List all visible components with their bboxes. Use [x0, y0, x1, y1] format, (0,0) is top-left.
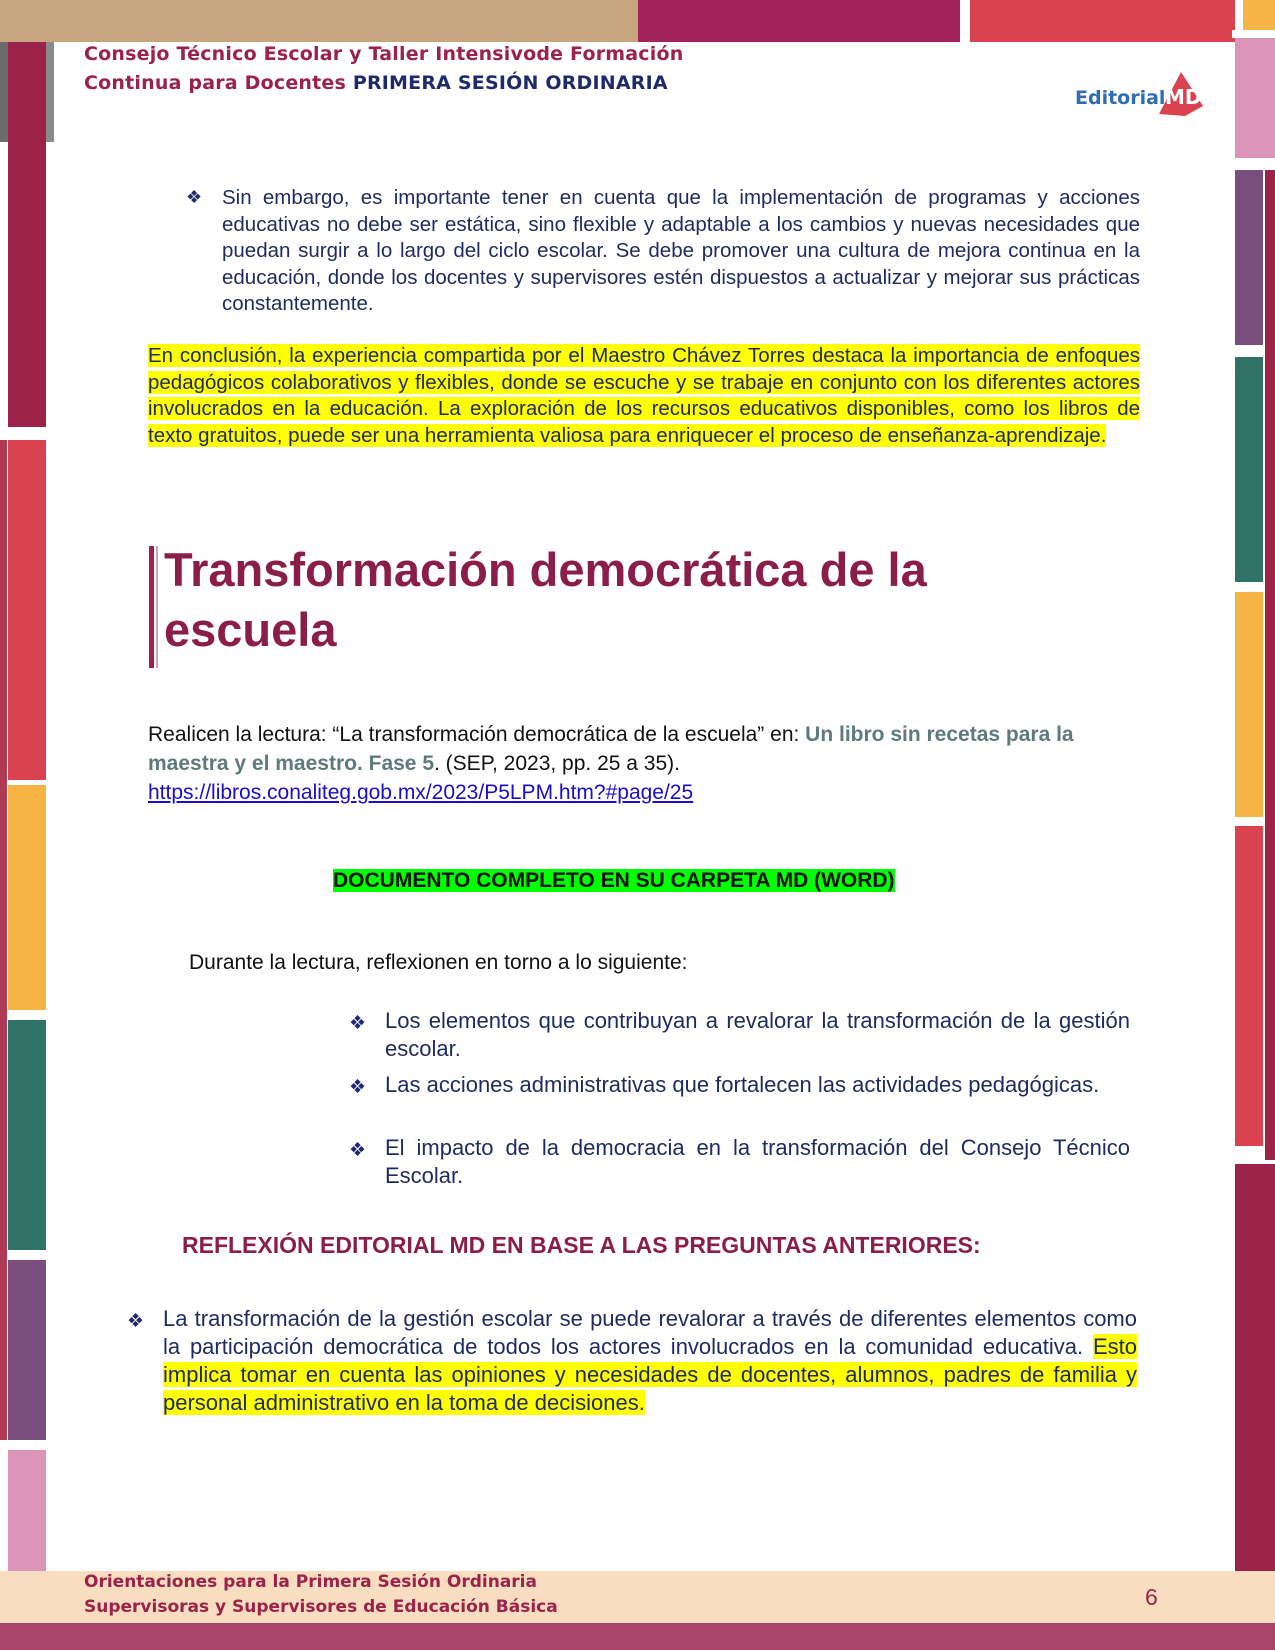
during-reading-label: Durante la lectura, reflexionen en torno a lo siguiente:	[189, 951, 688, 974]
header-subtitle: Continua para Docentes	[84, 72, 353, 94]
reading-suffix: . (SEP, 2023, pp. 25 a 35).	[434, 752, 680, 775]
reflection-paragraph	[163, 1305, 1137, 1417]
left-stripe-plum-1	[8, 42, 46, 427]
reflection-highlight: Esto implica tomar en cuenta las opiniones y necesidades de docentes, alumnos, padres de familia y personal administrativo en la toma de decisiones.	[163, 1334, 1137, 1415]
logo-mark-icon	[1155, 70, 1207, 118]
reflection-heading: REFLEXIÓN EDITORIAL MD EN BASE A LAS PREGUNTAS ANTERIORES:	[182, 1232, 981, 1258]
conclusion-paragraph	[148, 343, 1140, 449]
intro-bullet-text: Sin embargo, es importante tener en cuenta que la implementación de programas y acciones educativas no debe ser estática, sino flexible y adaptable a los cambios y nuevas necesidades que puedan surgir a lo largo del ciclo escolar. Se debe promover una cultura de mejora continua en la educación, donde los docentes y supervisores estén dispuestos a actualizar y mejorar sus prácticas constantemente.	[222, 186, 1140, 315]
right-stripe-teal	[1235, 357, 1263, 582]
top-stripe-gold	[1243, 0, 1275, 30]
left-stripe-orange	[8, 785, 46, 1010]
left-stripe-pink	[8, 1450, 46, 1572]
diamond-bullet-icon: ❖	[186, 187, 203, 207]
right-stripe-white	[1232, 30, 1275, 38]
question-item-3: El impacto de la democracia en la transformación del Consejo Técnico Escolar.	[385, 1135, 1130, 1188]
book-reference: Un libro sin recetas para la maestra y el maestro. Fase 5	[148, 723, 1074, 775]
book-link[interactable]: https://libros.conaliteg.gob.mx/2023/P5LPM.htm?#page/25	[148, 781, 694, 804]
footer-line2: Supervisoras y Supervisores de Educación Básica	[84, 1597, 558, 1617]
logo-mark: MD	[1165, 85, 1202, 109]
left-stripe-purple	[8, 1260, 46, 1440]
footer-bottom-stripe	[0, 1623, 1275, 1650]
header-title-line2	[84, 72, 668, 94]
top-stripe-red	[970, 0, 1235, 42]
diamond-bullet-icon: ❖	[349, 1077, 367, 1098]
section-title: Transformación democrática de la escuela	[164, 543, 927, 656]
document-note	[333, 869, 895, 893]
right-stripe-red	[1235, 826, 1263, 1146]
title-accent-bar-light	[156, 546, 158, 668]
question-item-2: Las acciones administrativas que fortalecen las actividades pedagógicas.	[385, 1072, 1100, 1097]
reading-prefix: Realicen la lectura: “La transformación democrática de la escuela” en:	[148, 723, 806, 746]
page-number: 6	[1145, 1584, 1158, 1610]
diamond-bullet-icon: ❖	[349, 1013, 367, 1034]
editorial-md-logo	[1075, 70, 1205, 120]
header-title-line1: Consejo Técnico Escolar y Taller Intensivode Formación	[84, 43, 684, 65]
footer-line1: Orientaciones para la Primera Sesión Ordinaria	[84, 1572, 537, 1592]
left-stripe-teal	[8, 1020, 46, 1250]
right-stripe-purple	[1235, 170, 1263, 345]
right-stripe-pink	[1235, 38, 1275, 158]
left-edge-dark	[0, 440, 7, 1440]
conclusion-text: En conclusión, la experiencia compartida por el Maestro Chávez Torres destaca la importancia de enfoques pedagógicos colaborativos y flexibles, donde se escuche y se trabaje en conjunto con los diferentes actores involucrados en la educación. La exploración de los recursos educativos disponibles, como los libros de texto gratuitos, puede ser una herramienta valiosa para enriquecer el proceso de enseñanza-aprendizaje.	[148, 344, 1140, 447]
right-stripe-plum	[1235, 1164, 1275, 1572]
right-edge-thin	[1265, 170, 1275, 1160]
diamond-bullet-icon: ❖	[127, 1311, 145, 1332]
reflection-plain: La transformación de la gestión escolar se puede revalorar a través de diferentes elementos como la participación democrática de todos los actores involucrados en la comunidad educativa.	[163, 1306, 1137, 1359]
reading-instructions	[148, 720, 1138, 807]
logo-text: Editorial	[1075, 87, 1166, 109]
question-item-1: Los elementos que contribuyan a revalorar la transformación de la gestión escolar.	[385, 1008, 1130, 1061]
left-stripe-white	[0, 42, 8, 142]
top-stripe-plum	[638, 0, 960, 42]
top-stripe-tan	[0, 0, 638, 42]
left-stripe-red	[8, 440, 46, 780]
document-note-text: DOCUMENTO COMPLETO EN SU CARPETA MD (WORD)	[333, 869, 895, 892]
right-stripe-orange	[1235, 592, 1263, 817]
diamond-bullet-icon: ❖	[349, 1140, 367, 1161]
header-session: PRIMERA SESIÓN ORDINARIA	[352, 72, 668, 94]
title-accent-bar	[149, 546, 154, 668]
